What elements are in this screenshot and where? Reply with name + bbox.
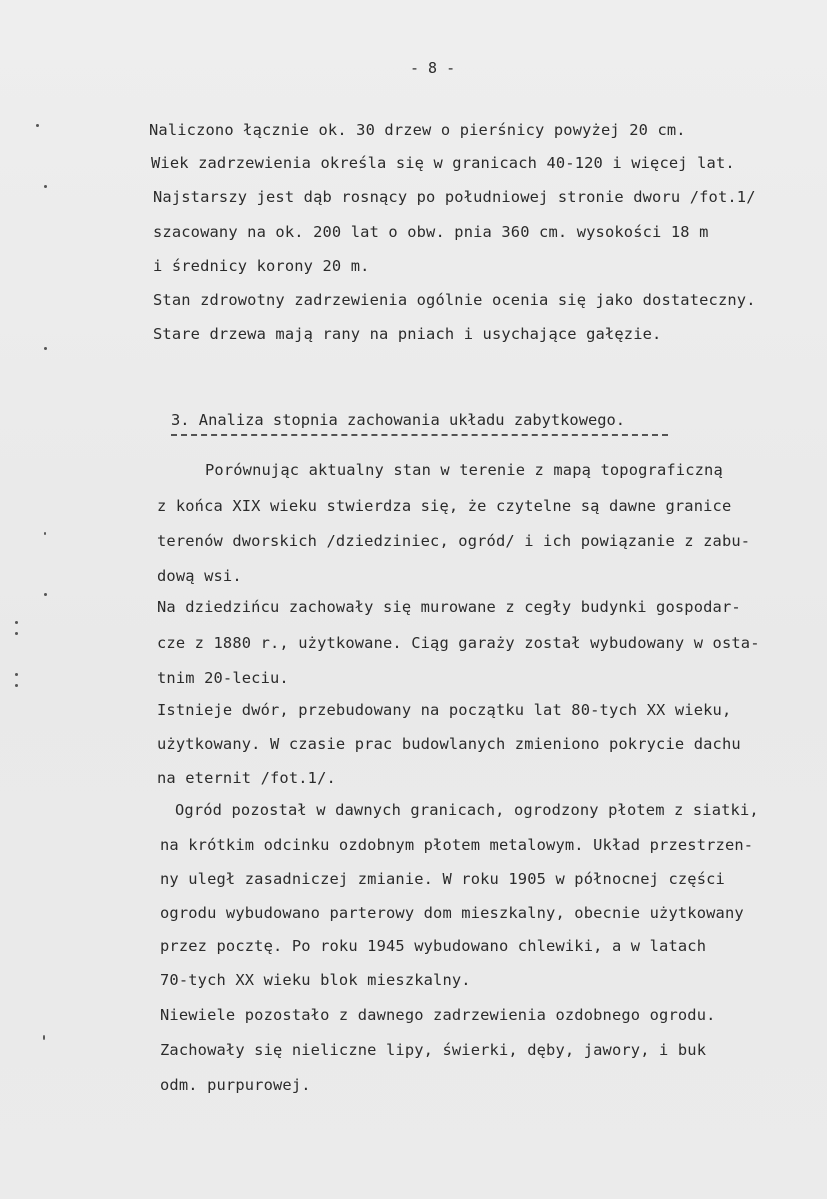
text-line: cze z 1880 r., użytkowane. Ciąg garaży został wybudowany w osta- bbox=[157, 634, 760, 652]
scan-speck bbox=[44, 593, 47, 596]
text-line: i średnicy korony 20 m. bbox=[153, 257, 370, 275]
text-line: użytkowany. W czasie prac budowlanych zmieniono pokrycie dachu bbox=[157, 735, 741, 753]
scan-speck bbox=[44, 532, 46, 535]
text-line: Istnieje dwór, przebudowany na początku lat 80-tych XX wieku, bbox=[157, 701, 732, 719]
scan-speck bbox=[44, 185, 47, 188]
scan-speck bbox=[15, 684, 18, 687]
text-line: odm. purpurowej. bbox=[160, 1076, 311, 1094]
text-line: Naliczono łącznie ok. 30 drzew o pierśnicy powyżej 20 cm. bbox=[149, 121, 686, 139]
scan-speck bbox=[36, 124, 39, 127]
text-line: terenów dworskich /dziedziniec, ogród/ i ich powiązanie z zabu- bbox=[157, 532, 751, 550]
heading-underline bbox=[171, 434, 668, 436]
scan-speck bbox=[44, 347, 47, 350]
text-line: Stare drzewa mają rany na pniach i usychające gałęzie. bbox=[153, 325, 662, 343]
text-line: Niewiele pozostało z dawnego zadrzewienia ozdobnego ogrodu. bbox=[160, 1006, 716, 1024]
text-line: dową wsi. bbox=[157, 567, 242, 585]
text-line: Wiek zadrzewienia określa się w granicach 40-120 i więcej lat. bbox=[151, 154, 735, 172]
text-line: Najstarszy jest dąb rosnący po południowej stronie dworu /fot.1/ bbox=[153, 188, 756, 206]
scan-speck bbox=[15, 632, 18, 635]
section-heading: 3. Analiza stopnia zachowania układu zabytkowego. bbox=[171, 411, 626, 429]
text-line: 70-tych XX wieku blok mieszkalny. bbox=[160, 971, 471, 989]
text-line: Zachowały się nieliczne lipy, świerki, dęby, jawory, i buk bbox=[160, 1041, 707, 1059]
scan-speck bbox=[15, 673, 18, 676]
text-line: na eternit /fot.1/. bbox=[157, 769, 336, 787]
text-line: na krótkim odcinku ozdobnym płotem metalowym. Układ przestrzen- bbox=[160, 836, 754, 854]
text-line: szacowany na ok. 200 lat o obw. pnia 360 cm. wysokości 18 m bbox=[153, 223, 709, 241]
scan-speck bbox=[43, 1035, 45, 1040]
text-line: Na dziedzińcu zachowały się murowane z cegły budynki gospodar- bbox=[157, 598, 741, 616]
text-line: Ogród pozostał w dawnych granicach, ogrodzony płotem z siatki, bbox=[175, 801, 759, 819]
scan-speck bbox=[15, 621, 18, 624]
text-line: ogrodu wybudowano parterowy dom mieszkalny, obecnie użytkowany bbox=[160, 904, 744, 922]
page-number: - 8 - bbox=[410, 59, 456, 77]
text-line: z końca XIX wieku stwierdza się, że czytelne są dawne granice bbox=[157, 497, 732, 515]
text-line: Porównując aktualny stan w terenie z mapą topograficzną bbox=[205, 461, 723, 479]
text-line: przez pocztę. Po roku 1945 wybudowano chlewiki, a w latach bbox=[160, 937, 707, 955]
text-line: Stan zdrowotny zadrzewienia ogólnie ocenia się jako dostateczny. bbox=[153, 291, 756, 309]
text-line: ny uległ zasadniczej zmianie. W roku 1905 w północnej części bbox=[160, 870, 725, 888]
text-line: tnim 20-leciu. bbox=[157, 669, 289, 687]
